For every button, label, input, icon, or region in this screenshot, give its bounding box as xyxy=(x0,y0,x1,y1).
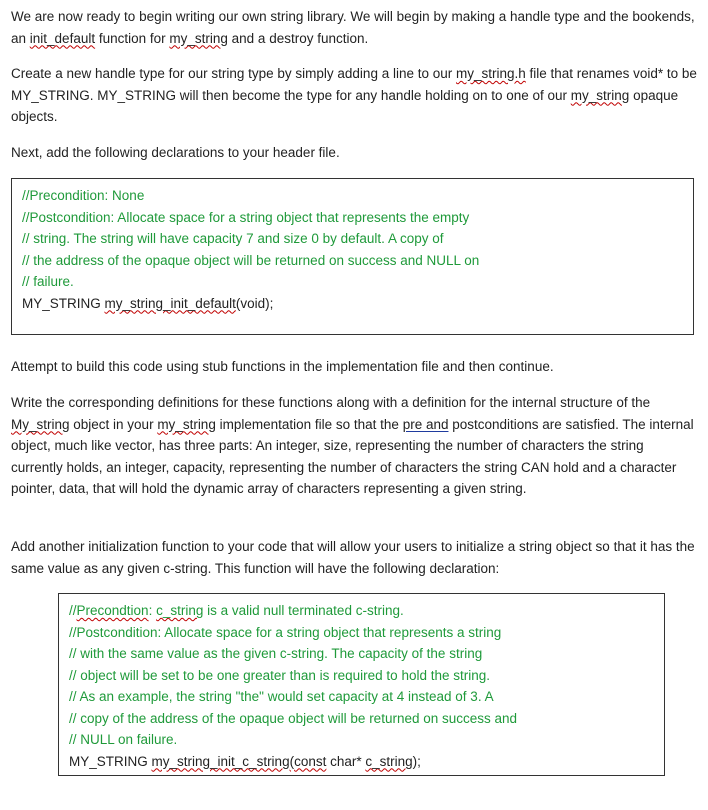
code-comment-line: //Precondtion: c_string is a valid null terminated c-string. xyxy=(69,603,404,618)
attempt-paragraph: Attempt to build this code using stub functions in the implementation file and then continue. xyxy=(11,359,554,374)
code-declaration: MY_STRING my_string_init_default(void); xyxy=(22,295,274,311)
spell-flag: Precondtion xyxy=(76,603,149,618)
spell-flag: c_string xyxy=(156,603,204,618)
code-comment-line: // object will be set to be one greater than is required to hold the string. xyxy=(69,667,490,683)
code-comment-line: //Postcondition: Allocate space for a string object that represents a string xyxy=(69,624,502,640)
handle-type-paragraph: Create a new handle type for our string type by simply adding a line to our my_string.h file that renames void* to be MY_STRING. MY_STRING will then become the type for any handle holding on to one of our my_string opaque objects. xyxy=(11,66,697,124)
spell-flag: my_string xyxy=(157,416,216,432)
spell-flag: my_string.h xyxy=(456,66,526,81)
code-comment-line: // failure. xyxy=(22,274,74,289)
code-comment-line: // copy of the address of the opaque object will be returned on success and xyxy=(69,710,518,726)
code-block-init-c-string xyxy=(58,593,665,776)
code-block-init-default xyxy=(11,178,694,335)
spell-flag: ( xyxy=(289,753,295,769)
code-comment-line: //Precondition: None xyxy=(22,188,145,203)
code-comment-line: // the address of the opaque object will be returned on success and NULL on xyxy=(22,252,480,268)
grammar-flag: pre and xyxy=(402,416,449,432)
code-comment-line: // NULL on failure. xyxy=(69,732,178,747)
spell-flag: my_string_init_c_string xyxy=(151,753,290,769)
add-init-paragraph: Add another initialization function to your code that will allow your users to initialize a string object so that it has the same value as any given c-string. This function will have the following declaration: xyxy=(11,539,695,576)
code-comment-line: // As an example, the string "the" would set capacity at 4 instead of 3. A xyxy=(69,689,494,704)
spell-flag: const xyxy=(294,753,327,769)
intro-paragraph: We are now ready to begin writing our own string library. We will begin by making a handle type and the bookends, an init_default function for my_string and a destroy function. xyxy=(11,9,695,46)
spell-flag: c_string xyxy=(365,753,413,769)
spell-flag: my_string xyxy=(570,87,630,103)
code-declaration: MY_STRING my_string_init_c_string(const char* c_string); xyxy=(69,753,421,769)
code-comment-line: // with the same value as the given c-string. The capacity of the string xyxy=(69,646,483,661)
next-paragraph: Next, add the following declarations to your header file. xyxy=(11,145,340,160)
spell-flag: init_default xyxy=(29,30,96,46)
write-definitions-paragraph: Write the corresponding definitions for these functions along with a definition for the internal structure of the My_string object in your my_string implementation file so that the pre and postconditions are satisfied. The internal object, much like vector, has three parts: An integer, size, representing the number of characters the string currently holds, an integer, capacity, representing the number of characters the string CAN hold and a character pointer, data, that will hold the dynamic array of characters representing a given string. xyxy=(11,395,694,496)
spell-flag: my_string xyxy=(169,30,228,46)
spell-flag: my_string_init_default xyxy=(104,295,236,311)
spell-flag: My_string xyxy=(11,416,70,432)
code-comment-line: // string. The string will have capacity 7 and size 0 by default. A copy of xyxy=(22,231,444,246)
code-comment-line: //Postcondition: Allocate space for a string object that represents the empty xyxy=(22,209,470,225)
